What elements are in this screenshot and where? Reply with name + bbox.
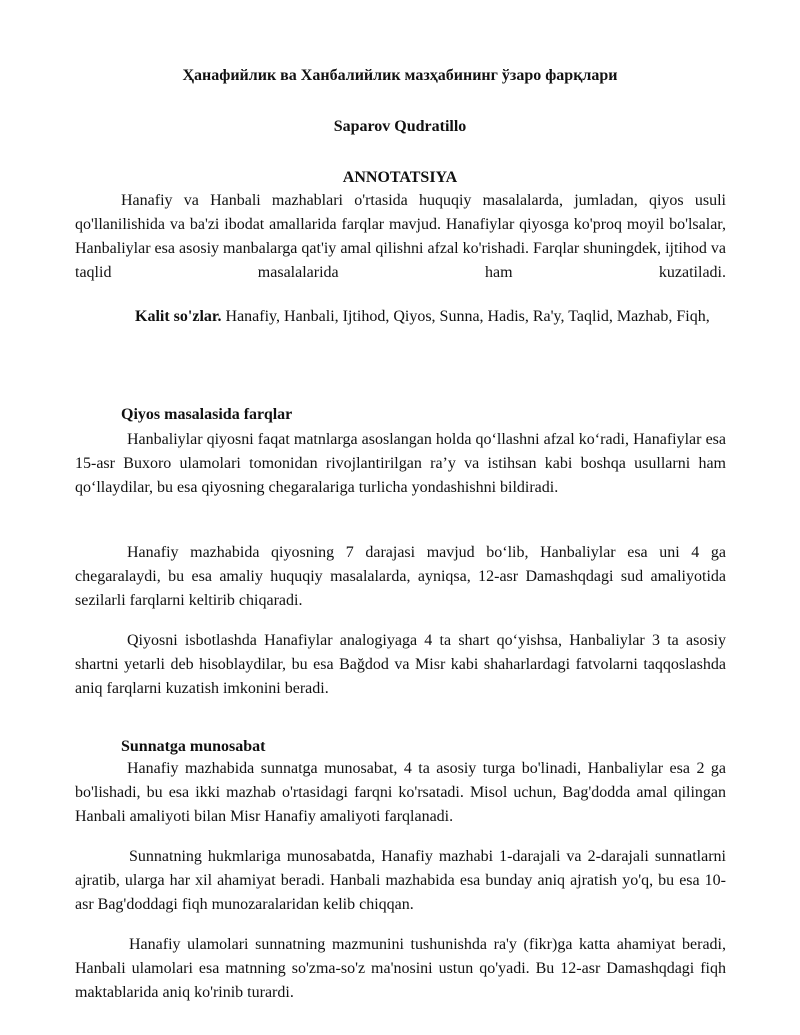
paragraph: Hanbaliylar qiyosni faqat matnlarga asoslangan holda qo‘llashni afzal ko‘radi, Hanafiylar esa 15-asr Buxoro ulamolari tomonidan rivojlantirilgan ra’y va istihsan kabi boshqa usullarni ham qo‘llaydilar, bu esa qiyosning chegaralariga turlicha yondashishni bildiradi.: [75, 431, 726, 496]
keywords-label: Kalit so'zlar.: [135, 308, 222, 325]
author-name: Saparov Qudratillo: [333, 118, 467, 135]
paragraph: Qiyosni isbotlashda Hanafiylar analogiyaga 4 ta shart qo‘yishsa, Hanbaliylar 3 ta asosiy shartni yetarli deb hisoblaydilar, bu esa Bağdod va Misr kabi shaharlardagi fatvolarni taqqoslashda aniq farqlarni kuzatish imkonini beradi.: [75, 632, 726, 697]
keywords: [75, 305, 726, 329]
keywords-list: Hanafiy, Hanbali, Ijtihod, Qiyos, Sunna, Hadis, Ra'y, Taqlid, Mazhab, Fiqh,: [221, 308, 710, 325]
abstract-text: Hanafiy va Hanbali mazhablari o'rtasida huquqiy masalalarda, jumladan, qiyos usuli qo'llanilishida va ba'zi ibodat amallarida farqlar mavjud. Hanafiylar qiyosga ko'proq moyil bo'lsalar, Hanbaliylar esa asosiy manbalarga qat'iy amal qilishni afzal ko'rishadi. Farqlar shuningdek, ijtihod va taqlid masalalarida ham kuzatiladi.: [75, 192, 726, 281]
paragraph: Hanafiy ulamolari sunnatning mazmunini tushunishda ra'y (fikr)ga katta ahamiyat beradi, Hanbali ulamolari esa matnning so'zma-so'z ma'nosini ustun qo'yadi. Bu 12-asr Damashqdagi fiqh maktablarida aniq ko'rinib turardi.: [75, 936, 726, 1001]
section-heading-qiyos: Qiyos masalasida farqlar: [121, 406, 293, 423]
paragraph: Hanafiy mazhabida qiyosning 7 darajasi mavjud bo‘lib, Hanbaliylar esa uni 4 ga chegaralaydi, bu esa amaliy huquqiy masalalarda, ayniqsa, 12-asr Damashqdagi sud amaliyotida sezilarli farqlarni keltirib chiqaradi.: [75, 544, 726, 609]
paragraph: Sunnatning hukmlariga munosabatda, Hanafiy mazhabi 1-darajali va 2-darajali sunnatlarni ajratib, ularga har xil ahamiyat beradi. Hanbali mazhabida esa bunday aniq ajratish yo'q, bu esa 10-asr Bag'doddagi fiqh munozaralaridan kelib chiqqan.: [75, 848, 726, 913]
paragraph: Hanafiy mazhabida sunnatga munosabat, 4 ta asosiy turga bo'linadi, Hanbaliylar esa 2 ga bo'lishadi, bu esa ikki mazhab o'rtasidagi farqni ko'rsatadi. Misol uchun, Bag'dodda amal qilingan Hanbali amaliyoti bilan Misr Hanafiy amaliyoti farqlanadi.: [75, 760, 726, 825]
paper-title: Ҳанафийлик ва Ханбалийлик мазҳабининг ўзаро фарқлари: [182, 67, 618, 84]
section-heading-sunnat: Sunnatga munosabat: [121, 738, 266, 755]
abstract-heading: ANNOTATSIYA: [342, 169, 458, 186]
